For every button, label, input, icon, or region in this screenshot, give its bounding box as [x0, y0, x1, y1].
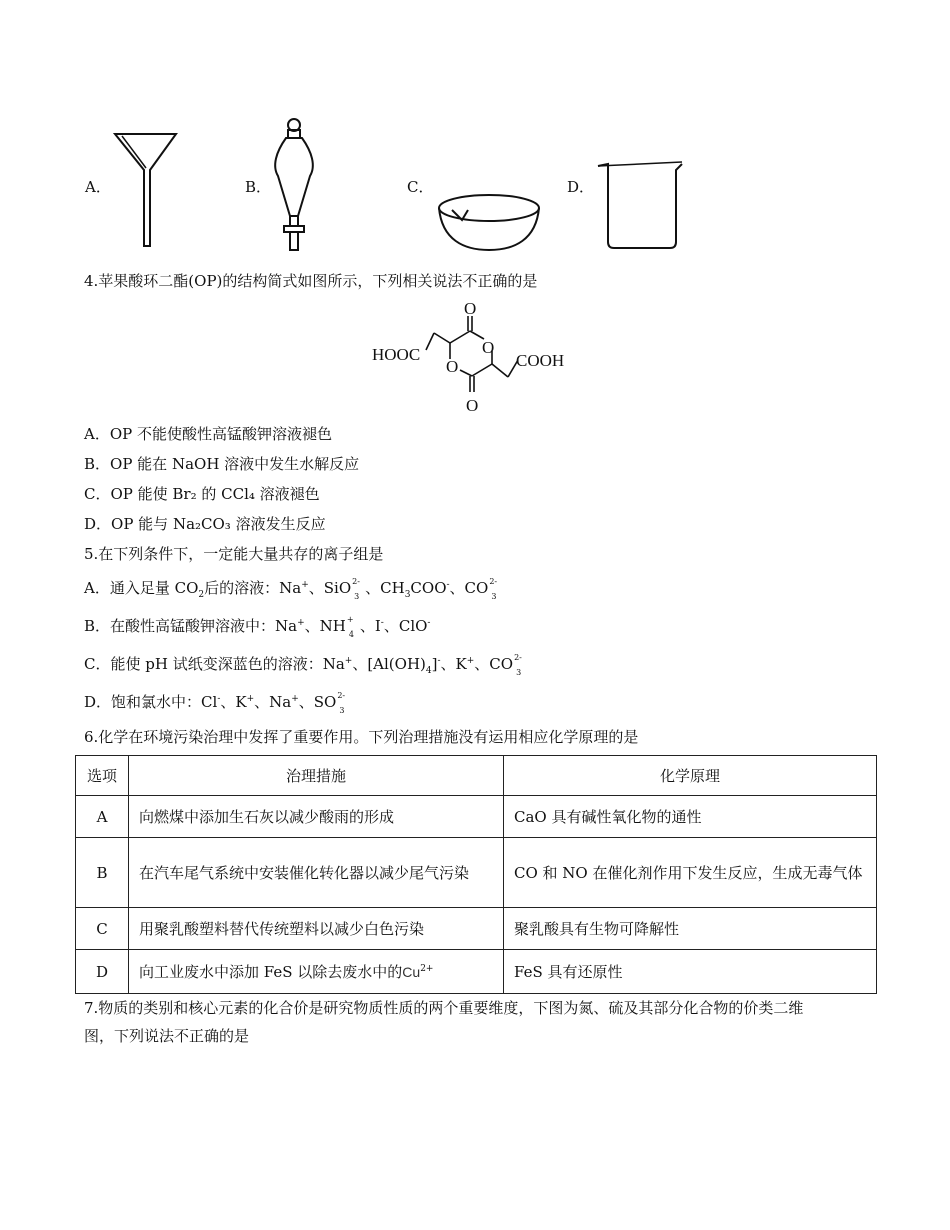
table-row: [76, 950, 877, 994]
q7-line-2: 图，下列说法不正确的是: [84, 1027, 250, 1045]
table-row: [76, 908, 877, 950]
row-principle: CO 和 NO 在催化剂作用下发生反应，生成无毒气体: [504, 838, 877, 908]
ring-o-left: O: [446, 357, 459, 376]
evaporating-dish-icon: [434, 190, 544, 254]
q4-option-a: A．OP 不能使酸性高锰酸钾溶液褪色: [84, 425, 332, 443]
q5-stem: 5.在下列条件下，一定能大量共存的离子组是: [84, 545, 384, 563]
q6-table: [75, 755, 877, 994]
q5-option-b: B．在酸性高锰酸钾溶液中：Na+、NH + 4 、I-、ClO-: [84, 615, 431, 639]
row-principle: 聚乳酸具有生物可降解性: [504, 908, 877, 950]
row-measure: 向燃煤中添加生石灰以减少酸雨的形成: [129, 796, 504, 838]
header-option: 选项: [76, 756, 129, 796]
ring-o-right: O: [482, 338, 495, 357]
table-row: [76, 796, 877, 838]
funnel-icon: [110, 128, 182, 252]
q3-option-c-label: C．: [407, 178, 434, 196]
beaker-icon: [596, 158, 686, 254]
header-measure: 治理措施: [129, 756, 504, 796]
carbonyl-o-bottom: O: [466, 396, 479, 415]
q3-option-d-label: D．: [567, 178, 595, 196]
q5-option-c: C．能使 pH 试纸变深蓝色的溶液：Na+、$[Al(OH)_4]^-$、K+、CO 2- 3: [84, 653, 522, 677]
q7-line-1: 7.物质的类别和核心元素的化合价是研究物质性质的两个重要维度，下图为氮、硫及其部分化合物的价类二维: [84, 999, 804, 1017]
row-principle: CaO 具有碱性氧化物的通性: [504, 796, 877, 838]
q4-option-c: C．OP 能使 Br₂ 的 CCl₄ 溶液褪色: [84, 485, 320, 503]
q3-option-b-label: B．: [245, 178, 272, 196]
cooh-group: COOH: [516, 351, 565, 370]
row-principle: FeS 具有还原性: [504, 950, 877, 994]
q4-option-d: D．OP 能与 Na₂CO₃ 溶液发生反应: [84, 515, 326, 533]
op-structure-diagram: [370, 298, 590, 416]
separatory-funnel-icon: [268, 116, 320, 256]
row-option: B: [76, 838, 129, 908]
q4-stem: 4.苹果酸环二酯(OP)的结构简式如图所示，下列相关说法不正确的是: [84, 272, 538, 290]
q6-stem: 6.化学在环境污染治理中发挥了重要作用。下列治理措施没有运用相应化学原理的是: [84, 728, 639, 746]
row-measure: 向工业废水中添加 FeS 以除去废水中的$Cu^{2+}$: [129, 950, 504, 994]
row-option: A: [76, 796, 129, 838]
q5-option-a: A．通入足量 $CO_2$后的溶液：Na+、SiO 2- 3 、$CH_3COO^-$、CO 2- 3: [84, 577, 498, 601]
row-measure: 在汽车尾气系统中安装催化转化器以减少尾气污染: [129, 838, 504, 908]
row-option: D: [76, 950, 129, 994]
q4-option-b: B．OP 能在 NaOH 溶液中发生水解反应: [84, 455, 360, 473]
q5-option-d: D．饱和氯水中：Cl-、K+、Na+、SO 2- 3: [84, 691, 346, 715]
carbonyl-o-top: O: [464, 299, 477, 318]
q3-option-a-label: A．: [85, 178, 111, 196]
table-header-row: [76, 756, 877, 796]
row-option: C: [76, 908, 129, 950]
header-principle: 化学原理: [504, 756, 877, 796]
hooc-group: HOOC: [372, 345, 421, 364]
row-measure: 用聚乳酸塑料替代传统塑料以减少白色污染: [129, 908, 504, 950]
table-row: [76, 838, 877, 908]
